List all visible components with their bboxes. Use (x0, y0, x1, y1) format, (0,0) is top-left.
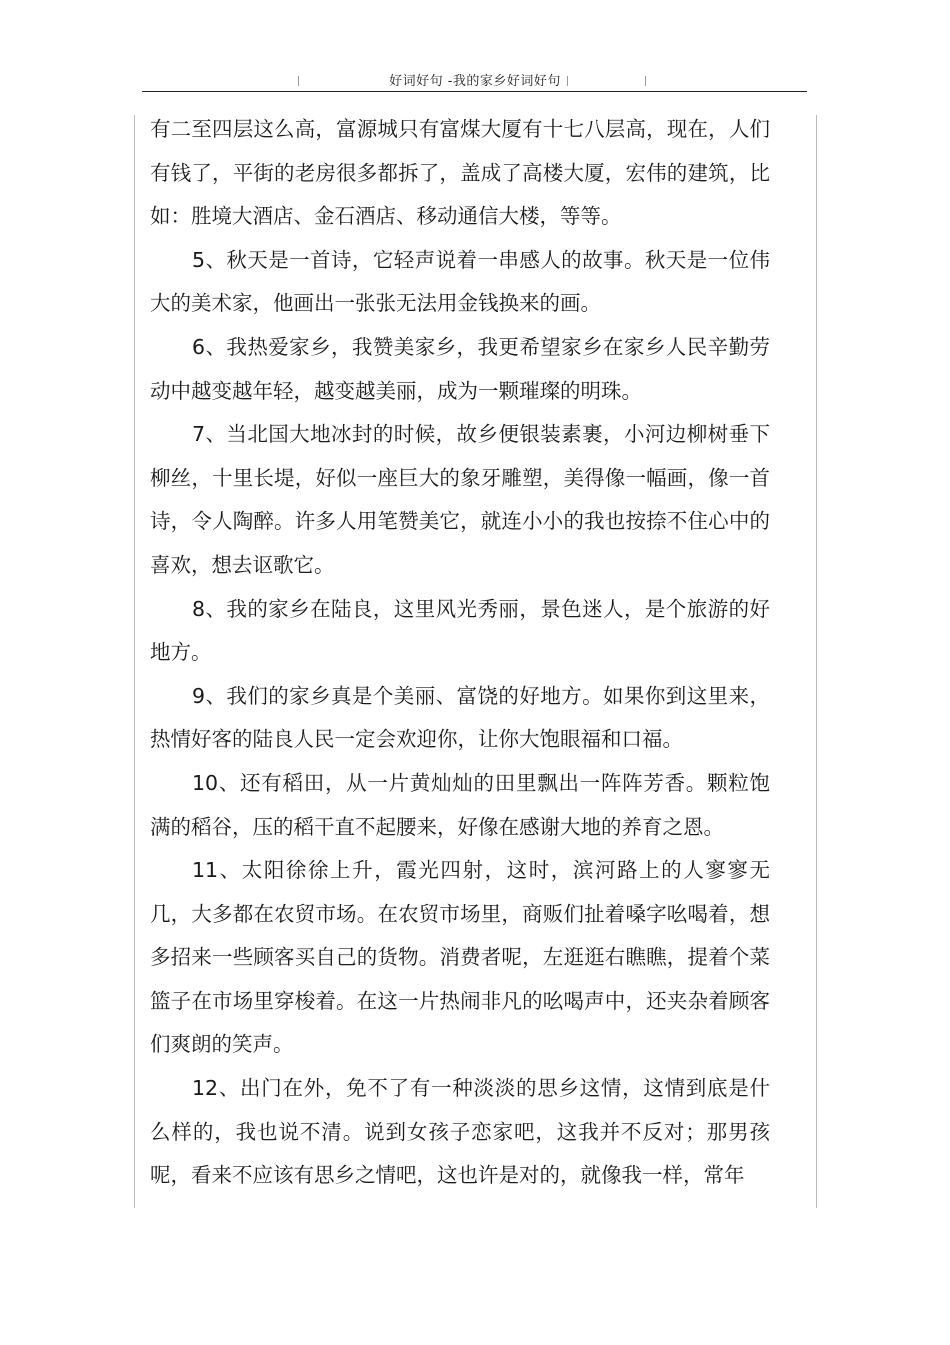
paragraph: 7、当北国大地冰封的时候，故乡便银装素裹，小河边柳树垂下柳丝，十里长堤，好似一座巨大的象牙雕塑，美得像一幅画，像一首诗，令人陶醉。许多人用笔赞美它，就连小小的我也按捺不住心中的喜欢，想去讴歌它。 (150, 422, 770, 577)
header-rule (142, 91, 807, 92)
left-margin-line (134, 115, 135, 1208)
paragraph: 10、还有稻田，从一片黄灿灿的田里飘出一阵阵芳香。颗粒饱满的稻谷，压的稻干直不起腰来，好像在感谢大地的养育之恩。 (150, 770, 770, 839)
document-body (150, 108, 770, 1198)
paragraph: 12、出门在外，免不了有一种淡淡的思乡这情，这情到底是什么样的，我也说不清。说到女孩子恋家吧，这我并不反对；那男孩呢，看来不应该有思乡之情吧，这也许是对的，就像我一样，常年 (150, 1076, 770, 1188)
paragraph: 9、我们的家乡真是个美丽、富饶的好地方。如果你到这里来，热情好客的陆良人民一定会欢迎你，让你大饱眼福和口福。 (150, 683, 770, 752)
right-margin-line (816, 115, 817, 1208)
paragraph: 11、太阳徐徐上升，霞光四射，这时，滨河路上的人寥寥无几，大多都在农贸市场。在农贸市场里，商贩们扯着嗓字吆喝着，想多招来一些顾客买自己的货物。消费者呢，左逛逛右瞧瞧，提着个菜篮子在市场里穿梭着。在这一片热闹非凡的吆喝声中，还夹杂着顾客们爽朗的笑声。 (150, 858, 770, 1057)
header-tick-mark (645, 76, 646, 86)
paragraph: 5、秋天是一首诗，它轻声说着一串感人的故事。秋天是一位伟大的美术家，他画出一张张无法用金钱换来的画。 (150, 247, 770, 316)
page-header (0, 66, 950, 92)
paragraph: 6、我热爱家乡，我赞美家乡，我更希望家乡在家乡人民辛勤劳动中越变越年轻，越变越美丽，成为一颗璀璨的明珠。 (150, 334, 770, 403)
paragraph: 8、我的家乡在陆良，这里风光秀丽，景色迷人，是个旅游的好地方。 (150, 596, 770, 665)
header-tick-mark (567, 76, 568, 86)
paragraph: 有二至四层这么高，富源城只有富煤大厦有十七八层高，现在，人们有钱了，平街的老房很多都拆了，盖成了高楼大厦，宏伟的建筑，比如：胜境大酒店、金石酒店、移动通信大楼，等等。 (150, 117, 770, 229)
header-title: 好词好句 -我的家乡好词好句 (389, 74, 561, 89)
